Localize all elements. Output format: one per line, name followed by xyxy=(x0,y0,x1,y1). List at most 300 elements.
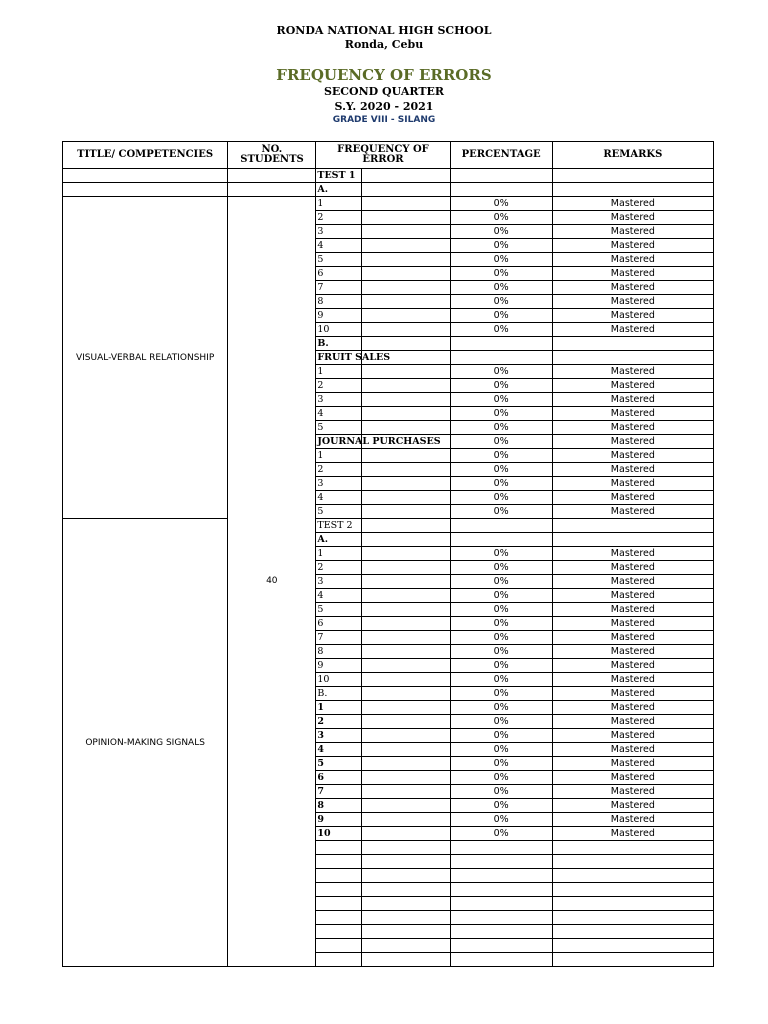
item-label: TEST 2 xyxy=(317,520,353,531)
remarks-cell: Mastered xyxy=(552,267,713,281)
item-label-cell xyxy=(316,547,362,561)
remarks-cell xyxy=(552,911,713,925)
item-label: 4 xyxy=(317,408,324,419)
frequency-cell xyxy=(362,547,450,561)
item-label: 3 xyxy=(317,576,324,587)
item-label-cell xyxy=(316,561,362,575)
remarks-cell xyxy=(552,883,713,897)
percentage-cell: 0% xyxy=(450,827,552,841)
remarks-cell: Mastered xyxy=(552,449,713,463)
remarks-cell: Mastered xyxy=(552,645,713,659)
frequency-cell xyxy=(362,785,450,799)
item-label: 4 xyxy=(317,590,324,601)
item-label-cell xyxy=(316,491,362,505)
remarks-cell xyxy=(552,897,713,911)
item-label-cell xyxy=(316,617,362,631)
item-label: 6 xyxy=(317,268,324,279)
item-label: 4 xyxy=(317,744,324,755)
percentage-cell: 0% xyxy=(450,211,552,225)
remarks-cell: Mastered xyxy=(552,687,713,701)
percentage-cell: 0% xyxy=(450,491,552,505)
remarks-cell: Mastered xyxy=(552,799,713,813)
frequency-cell xyxy=(362,911,450,925)
item-label-cell xyxy=(316,589,362,603)
grade-section: GRADE VIII - SILANG xyxy=(332,115,436,125)
item-label: 6 xyxy=(317,772,324,783)
header-no-students: NO. STUDENTS xyxy=(228,142,316,169)
remarks-cell: Mastered xyxy=(552,701,713,715)
frequency-cell xyxy=(362,589,450,603)
remarks-cell: Mastered xyxy=(552,323,713,337)
frequency-cell xyxy=(362,939,450,953)
frequency-cell xyxy=(362,743,450,757)
percentage-cell: 0% xyxy=(450,743,552,757)
remarks-cell xyxy=(552,351,713,365)
frequency-cell xyxy=(362,225,450,239)
frequency-cell xyxy=(362,281,450,295)
remarks-cell: Mastered xyxy=(552,393,713,407)
item-label-cell xyxy=(316,169,362,183)
frequency-cell xyxy=(362,813,450,827)
frequency-cell xyxy=(362,603,450,617)
item-label-cell xyxy=(316,603,362,617)
percentage-cell: 0% xyxy=(450,589,552,603)
item-label-cell xyxy=(316,351,391,365)
frequency-cell xyxy=(362,365,450,379)
percentage-cell: 0% xyxy=(450,323,552,337)
remarks-cell xyxy=(552,533,713,547)
item-label-cell xyxy=(316,575,362,589)
item-label-cell xyxy=(316,771,362,785)
percentage-cell: 0% xyxy=(450,659,552,673)
item-label: 2 xyxy=(317,380,324,391)
item-label: 2 xyxy=(317,212,324,223)
item-label-cell xyxy=(316,953,362,967)
remarks-cell: Mastered xyxy=(552,505,713,519)
frequency-cell xyxy=(362,631,450,645)
frequency-cell xyxy=(362,897,450,911)
frequency-cell xyxy=(362,673,450,687)
percentage-cell: 0% xyxy=(450,295,552,309)
item-label-cell xyxy=(316,379,362,393)
item-label: 8 xyxy=(317,296,324,307)
percentage-cell: 0% xyxy=(450,813,552,827)
item-label-cell xyxy=(316,827,362,841)
item-label-cell xyxy=(316,519,362,533)
remarks-cell: Mastered xyxy=(552,197,713,211)
item-label: FRUIT SALES xyxy=(317,352,391,363)
frequency-cell xyxy=(362,883,450,897)
item-label: 8 xyxy=(317,800,324,811)
frequency-cell xyxy=(362,379,450,393)
remarks-cell: Mastered xyxy=(552,561,713,575)
item-label-cell xyxy=(316,645,362,659)
frequency-cell xyxy=(362,855,450,869)
item-label-cell xyxy=(316,631,362,645)
frequency-cell xyxy=(362,519,450,533)
item-label-cell xyxy=(316,743,362,757)
percentage-cell xyxy=(450,869,552,883)
percentage-cell: 0% xyxy=(450,449,552,463)
percentage-cell xyxy=(450,183,552,197)
frequency-cell xyxy=(362,715,450,729)
item-label-cell xyxy=(316,673,362,687)
frequency-cell xyxy=(362,757,450,771)
item-label-cell xyxy=(316,715,362,729)
remarks-cell xyxy=(552,939,713,953)
remarks-cell: Mastered xyxy=(552,757,713,771)
percentage-cell xyxy=(450,841,552,855)
item-label-cell xyxy=(316,183,362,197)
blank-competency-cell xyxy=(63,183,228,197)
table-row xyxy=(63,183,714,197)
frequency-cell xyxy=(362,491,450,505)
item-label-cell xyxy=(316,407,362,421)
frequency-cell xyxy=(362,645,450,659)
item-label-cell xyxy=(316,925,362,939)
item-label: B. xyxy=(317,688,328,699)
header-percentage: PERCENTAGE xyxy=(450,142,552,169)
percentage-cell: 0% xyxy=(450,239,552,253)
percentage-cell xyxy=(450,939,552,953)
item-label-cell xyxy=(316,687,362,701)
item-label: 5 xyxy=(317,254,324,265)
item-label-cell xyxy=(316,883,362,897)
item-label-cell xyxy=(316,421,362,435)
percentage-cell xyxy=(450,519,552,533)
frequency-cell xyxy=(362,659,450,673)
table-header-row xyxy=(63,142,714,169)
percentage-cell: 0% xyxy=(450,379,552,393)
remarks-cell: Mastered xyxy=(552,379,713,393)
remarks-cell: Mastered xyxy=(552,673,713,687)
frequency-cell xyxy=(362,617,450,631)
frequency-cell xyxy=(362,337,450,351)
remarks-cell xyxy=(552,855,713,869)
frequency-cell xyxy=(362,407,450,421)
frequency-cell xyxy=(362,729,450,743)
percentage-cell: 0% xyxy=(450,365,552,379)
item-label-cell xyxy=(316,323,362,337)
quarter-label: SECOND QUARTER xyxy=(323,85,445,98)
item-label-cell xyxy=(316,393,362,407)
item-label-cell xyxy=(316,267,362,281)
remarks-cell: Mastered xyxy=(552,211,713,225)
frequency-cell xyxy=(362,799,450,813)
item-label-cell xyxy=(316,729,362,743)
remarks-cell: Mastered xyxy=(552,295,713,309)
frequency-cell xyxy=(362,771,450,785)
frequency-cell xyxy=(362,421,450,435)
item-label-cell xyxy=(316,855,362,869)
item-label-cell xyxy=(316,449,362,463)
item-label: 4 xyxy=(317,240,324,251)
percentage-cell: 0% xyxy=(450,197,552,211)
school-year: S.Y. 2020 - 2021 xyxy=(334,100,434,113)
item-label: 9 xyxy=(317,660,324,671)
percentage-cell: 0% xyxy=(450,547,552,561)
item-label: 1 xyxy=(317,702,324,713)
frequency-cell xyxy=(362,701,450,715)
frequency-cell xyxy=(362,197,450,211)
percentage-cell xyxy=(450,351,552,365)
item-label-cell xyxy=(316,911,362,925)
percentage-cell: 0% xyxy=(450,477,552,491)
percentage-cell: 0% xyxy=(450,771,552,785)
remarks-cell: Mastered xyxy=(552,463,713,477)
remarks-cell: Mastered xyxy=(552,309,713,323)
remarks-cell: Mastered xyxy=(552,547,713,561)
remarks-cell: Mastered xyxy=(552,715,713,729)
item-label-cell xyxy=(316,505,362,519)
item-label: 5 xyxy=(317,604,324,615)
blank-students-cell xyxy=(228,183,316,197)
percentage-cell: 0% xyxy=(450,673,552,687)
remarks-cell xyxy=(552,841,713,855)
item-label: 3 xyxy=(317,226,324,237)
frequency-cell xyxy=(362,267,450,281)
item-label: 2 xyxy=(317,716,324,727)
item-label-cell xyxy=(316,477,362,491)
percentage-cell: 0% xyxy=(450,631,552,645)
percentage-cell xyxy=(450,337,552,351)
students-count-cell: 40 xyxy=(228,197,316,967)
remarks-cell: Mastered xyxy=(552,827,713,841)
frequency-cell xyxy=(362,687,450,701)
percentage-cell: 0% xyxy=(450,561,552,575)
school-name: RONDA NATIONAL HIGH SCHOOL xyxy=(276,24,492,37)
remarks-cell: Mastered xyxy=(552,813,713,827)
item-label: B. xyxy=(317,338,329,349)
frequency-cell xyxy=(362,533,450,547)
percentage-cell: 0% xyxy=(450,603,552,617)
remarks-cell: Mastered xyxy=(552,253,713,267)
frequency-cell xyxy=(362,561,450,575)
percentage-cell: 0% xyxy=(450,225,552,239)
percentage-cell: 0% xyxy=(450,617,552,631)
percentage-cell xyxy=(450,855,552,869)
frequency-cell xyxy=(362,393,450,407)
percentage-cell: 0% xyxy=(450,701,552,715)
item-label-cell xyxy=(316,295,362,309)
frequency-cell xyxy=(362,183,450,197)
item-label-cell xyxy=(316,197,362,211)
frequency-cell xyxy=(362,575,450,589)
item-label: 1 xyxy=(317,198,324,209)
frequency-cell xyxy=(362,953,450,967)
remarks-cell: Mastered xyxy=(552,603,713,617)
header-title-competencies: TITLE/ COMPETENCIES xyxy=(63,142,228,169)
percentage-cell xyxy=(450,897,552,911)
percentage-cell: 0% xyxy=(450,575,552,589)
remarks-cell: Mastered xyxy=(552,631,713,645)
item-label-cell xyxy=(316,659,362,673)
item-label: 4 xyxy=(317,492,324,503)
remarks-cell: Mastered xyxy=(552,659,713,673)
percentage-cell: 0% xyxy=(450,799,552,813)
percentage-cell: 0% xyxy=(450,505,552,519)
item-label: A. xyxy=(317,184,329,195)
percentage-cell: 0% xyxy=(450,645,552,659)
item-label-cell xyxy=(316,337,362,351)
remarks-cell xyxy=(552,925,713,939)
percentage-cell: 0% xyxy=(450,729,552,743)
item-label: 3 xyxy=(317,394,324,405)
percentage-cell: 0% xyxy=(450,421,552,435)
item-label-cell xyxy=(316,365,362,379)
item-label-cell xyxy=(316,701,362,715)
header-frequency-of-error: FREQUENCY OF ERROR xyxy=(316,142,450,169)
item-label-cell xyxy=(316,211,362,225)
item-label-cell xyxy=(316,813,362,827)
remarks-cell: Mastered xyxy=(552,407,713,421)
item-label-cell xyxy=(316,939,362,953)
remarks-cell: Mastered xyxy=(552,435,713,449)
item-label-cell xyxy=(316,869,362,883)
remarks-cell: Mastered xyxy=(552,617,713,631)
item-label: 3 xyxy=(317,478,324,489)
item-label: 2 xyxy=(317,562,324,573)
percentage-cell: 0% xyxy=(450,309,552,323)
remarks-cell: Mastered xyxy=(552,575,713,589)
remarks-cell xyxy=(552,869,713,883)
item-label-cell xyxy=(316,757,362,771)
table-row xyxy=(63,169,714,183)
item-label: JOURNAL PURCHASES xyxy=(317,436,441,447)
document-title: FREQUENCY OF ERRORS xyxy=(276,66,492,84)
item-label: 1 xyxy=(317,548,324,559)
blank-students-cell xyxy=(228,169,316,183)
item-label: 10 xyxy=(317,324,330,335)
frequency-cell xyxy=(362,239,450,253)
remarks-cell: Mastered xyxy=(552,785,713,799)
table-row xyxy=(63,519,714,533)
frequency-cell xyxy=(362,211,450,225)
frequency-cell xyxy=(362,841,450,855)
remarks-cell: Mastered xyxy=(552,771,713,785)
item-label: 9 xyxy=(317,814,324,825)
percentage-cell xyxy=(450,925,552,939)
item-label-cell xyxy=(316,435,441,449)
percentage-cell: 0% xyxy=(450,393,552,407)
percentage-cell: 0% xyxy=(450,785,552,799)
frequency-cell xyxy=(362,505,450,519)
item-label-cell xyxy=(316,841,362,855)
percentage-cell: 0% xyxy=(450,435,552,449)
frequency-table xyxy=(62,141,714,967)
item-label: TEST 1 xyxy=(317,170,356,181)
percentage-cell xyxy=(450,911,552,925)
item-label: 9 xyxy=(317,310,324,321)
item-label: 7 xyxy=(317,786,324,797)
frequency-cell xyxy=(362,477,450,491)
item-label-cell xyxy=(316,897,362,911)
item-label: 5 xyxy=(317,422,324,433)
percentage-cell: 0% xyxy=(450,253,552,267)
frequency-table-container xyxy=(62,141,714,967)
item-label-cell xyxy=(316,463,362,477)
percentage-cell xyxy=(450,533,552,547)
item-label: 5 xyxy=(317,758,324,769)
item-label: 2 xyxy=(317,464,324,475)
item-label-cell xyxy=(316,281,362,295)
remarks-cell: Mastered xyxy=(552,239,713,253)
item-label: 7 xyxy=(317,632,324,643)
item-label: 8 xyxy=(317,646,324,657)
competency-cell: OPINION-MAKING SIGNALS xyxy=(63,519,228,967)
remarks-cell: Mastered xyxy=(552,743,713,757)
item-label: A. xyxy=(317,534,329,545)
percentage-cell: 0% xyxy=(450,267,552,281)
item-label-cell xyxy=(316,799,362,813)
remarks-cell xyxy=(552,183,713,197)
item-label-cell xyxy=(316,533,362,547)
percentage-cell xyxy=(450,883,552,897)
percentage-cell xyxy=(450,953,552,967)
frequency-cell xyxy=(362,323,450,337)
percentage-cell: 0% xyxy=(450,281,552,295)
item-label: 3 xyxy=(317,730,324,741)
frequency-cell xyxy=(362,253,450,267)
frequency-cell xyxy=(362,827,450,841)
frequency-cell xyxy=(362,449,450,463)
remarks-cell xyxy=(552,337,713,351)
item-label: 5 xyxy=(317,506,324,517)
remarks-cell xyxy=(552,519,713,533)
remarks-cell: Mastered xyxy=(552,225,713,239)
percentage-cell: 0% xyxy=(450,715,552,729)
percentage-cell: 0% xyxy=(450,687,552,701)
remarks-cell: Mastered xyxy=(552,365,713,379)
remarks-cell: Mastered xyxy=(552,491,713,505)
item-label: 6 xyxy=(317,618,324,629)
remarks-cell: Mastered xyxy=(552,421,713,435)
percentage-cell: 0% xyxy=(450,757,552,771)
item-label: 1 xyxy=(317,366,324,377)
item-label: 10 xyxy=(317,828,331,839)
item-label-cell xyxy=(316,239,362,253)
frequency-cell xyxy=(362,925,450,939)
remarks-cell: Mastered xyxy=(552,477,713,491)
item-label-cell xyxy=(316,309,362,323)
remarks-cell xyxy=(552,953,713,967)
frequency-cell xyxy=(362,463,450,477)
frequency-cell xyxy=(362,295,450,309)
table-row xyxy=(63,197,714,211)
percentage-cell: 0% xyxy=(450,463,552,477)
table-body xyxy=(63,169,714,967)
blank-competency-cell xyxy=(63,169,228,183)
remarks-cell: Mastered xyxy=(552,589,713,603)
item-label: 7 xyxy=(317,282,324,293)
frequency-cell xyxy=(362,869,450,883)
item-label: 1 xyxy=(317,450,324,461)
percentage-cell xyxy=(450,169,552,183)
competency-cell: VISUAL-VERBAL RELATIONSHIP xyxy=(63,197,228,519)
frequency-cell xyxy=(362,169,450,183)
header-remarks: REMARKS xyxy=(552,142,713,169)
remarks-cell: Mastered xyxy=(552,729,713,743)
percentage-cell: 0% xyxy=(450,407,552,421)
item-label: 10 xyxy=(317,674,330,685)
school-town: Ronda, Cebu xyxy=(344,38,424,51)
item-label-cell xyxy=(316,253,362,267)
frequency-cell xyxy=(362,309,450,323)
remarks-cell xyxy=(552,169,713,183)
item-label-cell xyxy=(316,785,362,799)
item-label-cell xyxy=(316,225,362,239)
remarks-cell: Mastered xyxy=(552,281,713,295)
